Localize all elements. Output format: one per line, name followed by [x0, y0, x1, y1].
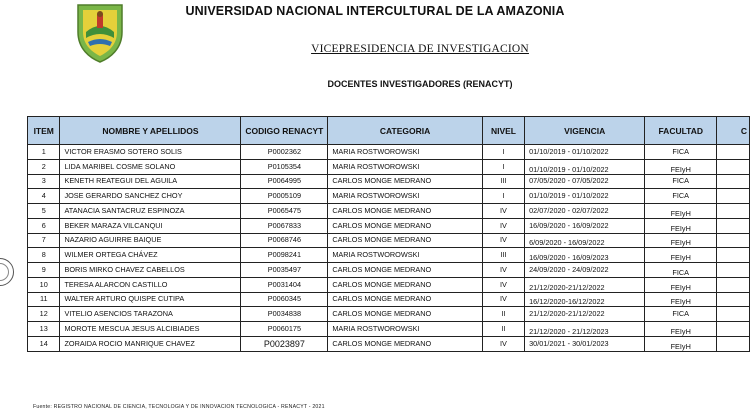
cell-nombre: ZORAIDA ROCIO MANRIQUE CHAVEZ: [60, 336, 241, 351]
col-facultad: FACULTAD: [645, 117, 717, 145]
cell-codigo: P0065475: [241, 204, 328, 219]
cell-item: 3: [28, 174, 60, 189]
cell-vigencia: 21/12/2020-21/12/2022: [525, 277, 645, 292]
col-item: ITEM: [28, 117, 60, 145]
cell-nivel: IV: [482, 277, 524, 292]
cell-categoria: MARIA ROSTWOROWSKI: [328, 248, 483, 263]
cell-item: 5: [28, 204, 60, 219]
table-header-row: [28, 117, 750, 145]
cell-categoria: CARLOS MONGE MEDRANO: [328, 174, 483, 189]
table-row: [28, 189, 750, 204]
cell-facultad: FEIyH: [645, 248, 717, 263]
cell-nivel: IV: [482, 204, 524, 219]
cell-categoria: CARLOS MONGE MEDRANO: [328, 292, 483, 307]
table-row: [28, 277, 750, 292]
col-nombre: NOMBRE Y APELLIDOS: [60, 117, 241, 145]
cell-extra: [717, 174, 750, 189]
cell-facultad: FICA: [645, 174, 717, 189]
cell-nombre: WALTER ARTURO QUISPE CUTIPA: [60, 292, 241, 307]
cell-vigencia: 30/01/2021 - 30/01/2023: [525, 336, 645, 351]
cell-item: 10: [28, 277, 60, 292]
cell-codigo: P0031404: [241, 277, 328, 292]
table-row: [28, 218, 750, 233]
cell-categoria: CARLOS MONGE MEDRANO: [328, 218, 483, 233]
cell-facultad: FICA: [645, 307, 717, 322]
cell-item: 9: [28, 263, 60, 278]
table-row: [28, 204, 750, 219]
cell-nombre: KENETH REATEGUI DEL AGUILA: [60, 174, 241, 189]
cell-nombre: WILMER ORTEGA CHÁVEZ: [60, 248, 241, 263]
cell-nivel: I: [482, 145, 524, 160]
table-row: [28, 233, 750, 248]
cell-nivel: III: [482, 174, 524, 189]
cell-facultad: FEIyH: [645, 336, 717, 351]
cell-nombre: ATANACIA SANTACRUZ ESPINOZA: [60, 204, 241, 219]
cell-item: 2: [28, 159, 60, 174]
table-row: [28, 336, 750, 351]
col-nivel: NIVEL: [482, 117, 524, 145]
cell-facultad: FEIyH: [645, 204, 717, 219]
cell-vigencia: 01/10/2019 - 01/10/2022: [525, 159, 645, 174]
cell-vigencia: 16/09/2020 - 16/09/2023: [525, 248, 645, 263]
cell-nivel: III: [482, 248, 524, 263]
table-row: [28, 248, 750, 263]
cell-codigo: P0002362: [241, 145, 328, 160]
cell-codigo: P0068746: [241, 233, 328, 248]
cell-nombre: JOSE GERARDO SANCHEZ CHOY: [60, 189, 241, 204]
cell-vigencia: 16/12/2020-16/12/2022: [525, 292, 645, 307]
cell-extra: [717, 189, 750, 204]
cell-categoria: MARIA ROSTWOROWSKI: [328, 322, 483, 337]
cell-item: 12: [28, 307, 60, 322]
cell-categoria: CARLOS MONGE MEDRANO: [328, 233, 483, 248]
cell-facultad: FEIyH: [645, 233, 717, 248]
cell-extra: [717, 159, 750, 174]
cell-nivel: IV: [482, 336, 524, 351]
cell-item: 1: [28, 145, 60, 160]
researchers-table: [27, 116, 750, 352]
table-row: [28, 292, 750, 307]
cell-codigo: P0064995: [241, 174, 328, 189]
cell-item: 6: [28, 218, 60, 233]
cell-vigencia: 6/09/2020 - 16/09/2022: [525, 233, 645, 248]
cell-extra: [717, 145, 750, 160]
col-vigencia: VIGENCIA: [525, 117, 645, 145]
cell-nivel: I: [482, 189, 524, 204]
cell-extra: [717, 233, 750, 248]
cell-codigo: P0023897: [241, 336, 328, 351]
cell-nombre: VICTOR ERASMO SOTERO SOLIS: [60, 145, 241, 160]
cell-categoria: MARIA ROSTWOROWSKI: [328, 189, 483, 204]
cell-facultad: FICA: [645, 189, 717, 204]
cell-categoria: CARLOS MONGE MEDRANO: [328, 336, 483, 351]
cell-extra: [717, 248, 750, 263]
cell-codigo: P0105354: [241, 159, 328, 174]
cell-vigencia: 24/09/2020 - 24/09/2022: [525, 263, 645, 278]
cell-nivel: IV: [482, 218, 524, 233]
cell-facultad: FEIyH: [645, 218, 717, 233]
cell-item: 13: [28, 322, 60, 337]
cell-facultad: FEIyH: [645, 322, 717, 337]
table-row: [28, 159, 750, 174]
col-extra: C: [717, 117, 750, 145]
cell-item: 4: [28, 189, 60, 204]
table-row: [28, 174, 750, 189]
cell-nivel: II: [482, 307, 524, 322]
cell-vigencia: 01/10/2019 - 01/10/2022: [525, 145, 645, 160]
cell-nombre: TERESA ALARCON CASTILLO: [60, 277, 241, 292]
cell-categoria: CARLOS MONGE MEDRANO: [328, 277, 483, 292]
table-subtitle: DOCENTES INVESTIGADORES (RENACYT): [327, 79, 513, 89]
cell-extra: [717, 218, 750, 233]
cell-nombre: MOROTE MESCUA JESUS ALCIBIADES: [60, 322, 241, 337]
cell-codigo: P0005109: [241, 189, 328, 204]
cell-codigo: P0035497: [241, 263, 328, 278]
cell-codigo: P0098241: [241, 248, 328, 263]
cell-vigencia: 07/05/2020 - 07/05/2022: [525, 174, 645, 189]
cell-nivel: II: [482, 322, 524, 337]
table-row: [28, 263, 750, 278]
cell-item: 14: [28, 336, 60, 351]
cell-categoria: CARLOS MONGE MEDRANO: [328, 204, 483, 219]
vicepresidency-title: VICEPRESIDENCIA DE INVESTIGACION: [311, 43, 529, 55]
cell-nombre: BORIS MIRKO CHAVEZ CABELLOS: [60, 263, 241, 278]
cell-codigo: P0067833: [241, 218, 328, 233]
cell-nombre: VITELIO ASENCIOS TARAZONA: [60, 307, 241, 322]
cell-nivel: IV: [482, 263, 524, 278]
cell-nivel: IV: [482, 292, 524, 307]
cell-extra: [717, 204, 750, 219]
cell-nivel: IV: [482, 233, 524, 248]
table-row: [28, 145, 750, 160]
cell-item: 7: [28, 233, 60, 248]
cell-nivel: I: [482, 159, 524, 174]
cell-extra: [717, 292, 750, 307]
source-footnote: Fuente: REGISTRO NACIONAL DE CIENCIA, TECNOLOGIA Y DE INNOVACION TECNOLOGICA - RENACYT - 2021: [33, 404, 325, 410]
table-row: [28, 322, 750, 337]
cell-codigo: P0060345: [241, 292, 328, 307]
cell-categoria: MARIA ROSTWOROWSKI: [328, 145, 483, 160]
cell-extra: [717, 322, 750, 337]
col-categoria: CATEGORIA: [328, 117, 483, 145]
seal-stamp: [0, 258, 14, 286]
cell-item: 11: [28, 292, 60, 307]
cell-facultad: FEIyH: [645, 292, 717, 307]
university-title: UNIVERSIDAD NACIONAL INTERCULTURAL DE LA AMAZONIA: [185, 4, 565, 18]
cell-facultad: FEIyH: [645, 159, 717, 174]
cell-categoria: MARIA ROSTWOROWSKI: [328, 159, 483, 174]
cell-extra: [717, 336, 750, 351]
cell-extra: [717, 277, 750, 292]
col-codigo: CODIGO RENACYT: [241, 117, 328, 145]
cell-extra: [717, 263, 750, 278]
cell-vigencia: 21/12/2020-21/12/2022: [525, 307, 645, 322]
cell-facultad: FICA: [645, 145, 717, 160]
cell-facultad: FICA: [645, 263, 717, 278]
cell-vigencia: 16/09/2020 - 16/09/2022: [525, 218, 645, 233]
cell-vigencia: 01/10/2019 - 01/10/2022: [525, 189, 645, 204]
cell-extra: [717, 307, 750, 322]
cell-facultad: FEIyH: [645, 277, 717, 292]
cell-vigencia: 02/07/2020 - 02/07/2022: [525, 204, 645, 219]
cell-nombre: NAZARIO AGUIRRE BAIQUE: [60, 233, 241, 248]
cell-nombre: BEKER MARAZA VILCANQUI: [60, 218, 241, 233]
cell-categoria: CARLOS MONGE MEDRANO: [328, 307, 483, 322]
cell-item: 8: [28, 248, 60, 263]
cell-nombre: LIDA MARIBEL COSME SOLANO: [60, 159, 241, 174]
cell-vigencia: 21/12/2020 - 21/12/2023: [525, 322, 645, 337]
cell-categoria: CARLOS MONGE MEDRANO: [328, 263, 483, 278]
cell-codigo: P0060175: [241, 322, 328, 337]
cell-codigo: P0034838: [241, 307, 328, 322]
table-row: [28, 307, 750, 322]
